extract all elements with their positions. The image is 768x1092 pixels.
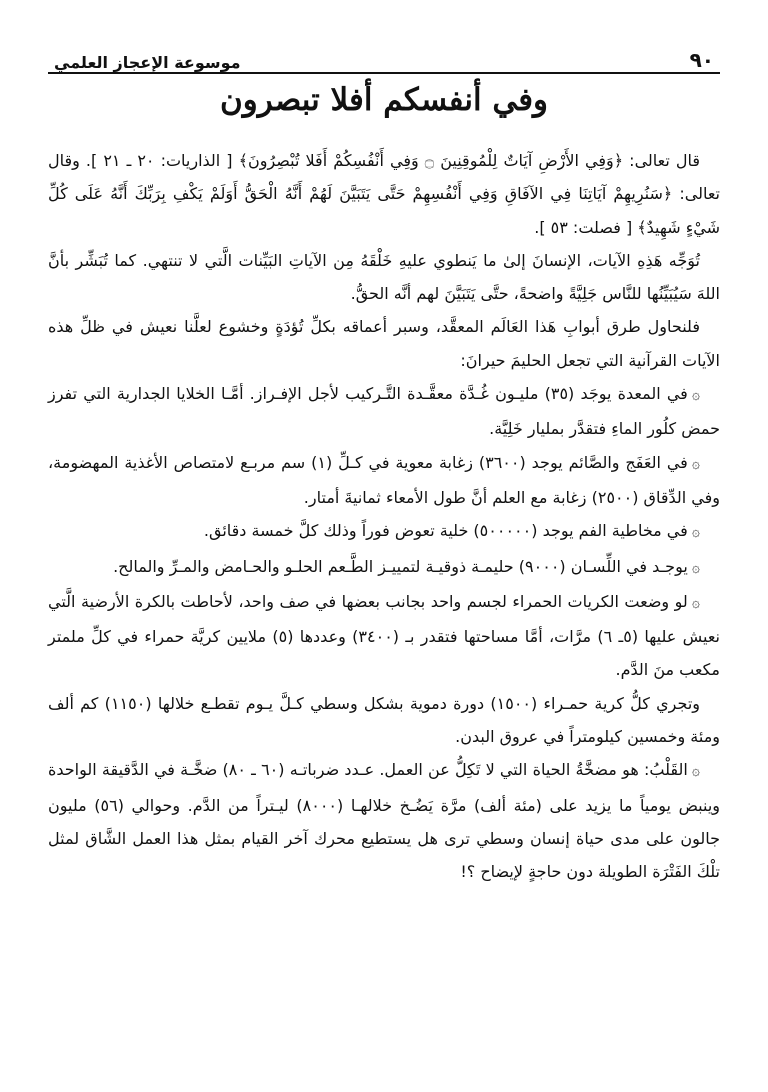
bullet-paragraph: ۞في العَفَج والصَّائم يوجد (٣٦٠٠) زغابة معوية في كـلِّ (١) سم مربـع لامتصاص الأغذية المهضومة، وفي الدِّقاق (٢٥٠٠) زغابة مع العلم أنَّ طول الأمعاء ثمانيةَ أمتار. xyxy=(48,452,720,507)
bullet-icon: ۞ xyxy=(691,455,700,472)
bullet-icon: ۞ xyxy=(691,387,701,404)
bullet-icon: ۞ xyxy=(691,594,700,611)
book-title: موسوعة الإعجاز العلمي xyxy=(54,53,241,72)
bullet-icon: ۞ xyxy=(691,559,700,576)
paragraph: تُوَجِّه هَذِهِ الآيات، الإنسانَ إلىٰ ما يَنطوي عليهِ خَلْقَهُ مِن الآياتِ البَيِّنات الَّتي لا تنتهي. كما تُبَشِّر بأنَّ اللهَ سَيُبَيِّنُها للنَّاس جَلِيَّةً واضحةً، حتَّى يَتَبَيَّنَ لهم أنَّه الحقُّ. xyxy=(48,250,720,304)
bullet-paragraph: ۞لو وضعت الكريات الحمراء لجسم واحد بجانب بعضها في صف واحد، لأحاطت بالكرة الأرضية الَّتي نعيش عليها (٥ـ ٦) مرَّات، أمَّا مساحتها فتقدر بـ (٣٤٠٠) وعددها (٥) ملايين كريَّة حمراء في كلِّ ملمتر مكعب منَ الدَّم. xyxy=(48,591,720,680)
bullet-paragraph: ۞في المعدة يوجَد (٣٥) مليـون غُـدَّة معقَّـدة التَّـركيب لأجل الإفـراز. أمَّـا الخلايا الجدارية التي تفرز حمض كلُور الماءِ فتقدَّر بمليار خَلِيَّة. xyxy=(48,384,720,439)
page-number: ٩٠ xyxy=(689,48,714,72)
paragraph: قال تعالى: ﴿وَفِي الأَرْضِ آيَاتٌ لِلْمُوقِنِينَ ۝ وَفِي أَنْفُسِكُمْ أَفَلا تُبْصِرُونَ﴾ [ الذاريات: ٢٠ ـ ٢١ ]. وقال تعالى: ﴿سَنُرِيهِمْ آيَاتِنَا فِي الآفَاقِ وَفِي أَنْفُسِهِمْ حَتَّى يَتَبَيَّنَ لَهُمْ أَنَّهُ الْحَقُّ أَوَلَمْ يَكْفِ بِرَبِّكَ أَنَّهُ عَلَى كُلِّ شَيْءٍ شَهِيدٌ﴾ [ فصلت: ٥٣ ]. xyxy=(48,151,720,237)
bullet-icon: ۞ xyxy=(691,763,700,780)
bullet-paragraph: ۞يوجـد في اللِّسـان (٩٠٠٠) حليمـة ذوقيـة لتمييـز الطَّـعم الحلـو والحـامض والمـرِّ والمالح. xyxy=(113,556,700,576)
chapter-title: وفي أنفسكم أفلا تبصرون xyxy=(220,82,548,118)
paragraph: فلنحاول طرق أبوابِ هَذا العَالَم المعقَّد، وسبر أعماقه بكلِّ تُؤدَةٍ وخشوع لعلَّنا نعيش في ظلِّ هذه الآيات القرآنية التي تجعل الحليمَ حيرانَ: xyxy=(48,317,720,370)
bullet-paragraph: ۞في مخاطية الفم يوجد (٥٠٠٠٠٠) خلية تعوض فوراً وذلك كلَّ خمسة دقائق. xyxy=(203,521,700,541)
paragraph: وتجري كلُّ كرية حمـراء (١٥٠٠) دورة دموية بشكل وسطي كـلَّ يـوم تقطـع خلالها (١١٥٠) كم ألف ومئة وخمسين كيلومتراً في عروق البدن. xyxy=(48,693,720,747)
running-header xyxy=(48,44,720,74)
bullet-icon: ۞ xyxy=(691,524,700,541)
body-text xyxy=(48,144,720,889)
bullet-paragraph: ۞القَلْبُ: هو مضخَّةُ الحياة التي لا تَكِلُّ عن العمل. عـدد ضرباتـه (٦٠ ـ ٨٠) ضخَّـة في الدَّقيقة الواحدة وينبض يومياً ما يزيد على (مئة ألف) مرَّة يَضُـخ خلالهـا (٨٠٠٠) ليـتراً من الدَّم. وحوالي (٥٦) مليون جالون على مدى حياة إنسان وسطي ترى هل يستطيع محرك آخر القيام بمثل هذا العمل الشَّاق لمثل تلْكَ الفَتْرَة الطويلة دون حاجةٍ لإيضاح ؟! xyxy=(48,760,721,882)
